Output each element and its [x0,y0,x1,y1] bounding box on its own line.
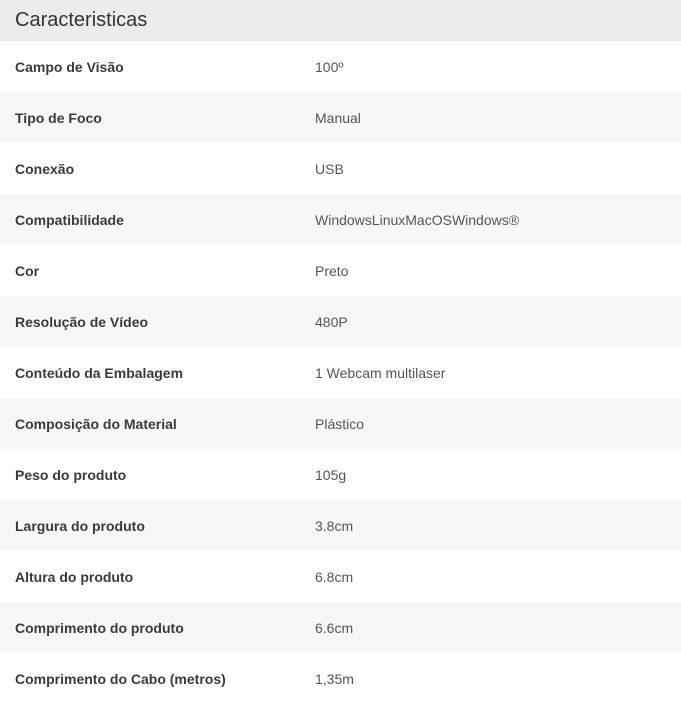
specifications-header [0,0,681,41]
spec-row-composicao-do-material [0,398,681,449]
spec-label: Cor [15,262,40,279]
specifications-title: Caracteristicas [15,9,148,31]
spec-row-resolucao-de-video [0,296,681,347]
spec-label: Comprimento do Cabo (metros) [15,670,226,687]
spec-value: 1,35m [315,670,354,687]
spec-value: 3.8cm [315,517,354,534]
spec-label: Compatibilidade [15,211,124,228]
spec-value: Preto [315,262,349,279]
spec-row-cor [0,245,681,296]
spec-row-comprimento-do-produto [0,602,681,653]
spec-row-comprimento-do-cabo [0,653,681,704]
spec-value: WindowsLinuxMacOSWindows® [315,211,520,228]
spec-label: Campo de Visão [15,58,124,75]
spec-row-tipo-de-foco [0,92,681,143]
spec-value: 105g [315,466,347,483]
spec-label: Conteúdo da Embalagem [15,364,184,381]
spec-row-conexao [0,143,681,194]
spec-label: Composição do Material [15,415,177,432]
spec-label: Resolução de Vídeo [15,313,149,330]
spec-label: Tipo de Foco [15,109,102,126]
spec-value: Manual [315,109,361,126]
spec-value: 100º [315,58,344,75]
spec-value: 1 Webcam multilaser [315,364,446,381]
spec-value: 6.8cm [315,568,354,585]
spec-label: Largura do produto [15,517,145,534]
spec-value: USB [315,160,344,177]
spec-row-compatibilidade [0,194,681,245]
spec-row-altura-do-produto [0,551,681,602]
spec-row-largura-do-produto [0,500,681,551]
spec-label: Altura do produto [15,568,134,585]
spec-value: 6.6cm [315,619,354,636]
spec-row-campo-de-visao [0,41,681,92]
spec-value: 480P [315,313,348,330]
spec-value: Plástico [315,415,365,432]
spec-label: Peso do produto [15,466,127,483]
spec-row-peso-do-produto [0,449,681,500]
spec-label: Comprimento do produto [15,619,184,636]
specifications-rows [0,41,681,704]
spec-label: Conexão [15,160,75,177]
spec-row-conteudo-da-embalagem [0,347,681,398]
